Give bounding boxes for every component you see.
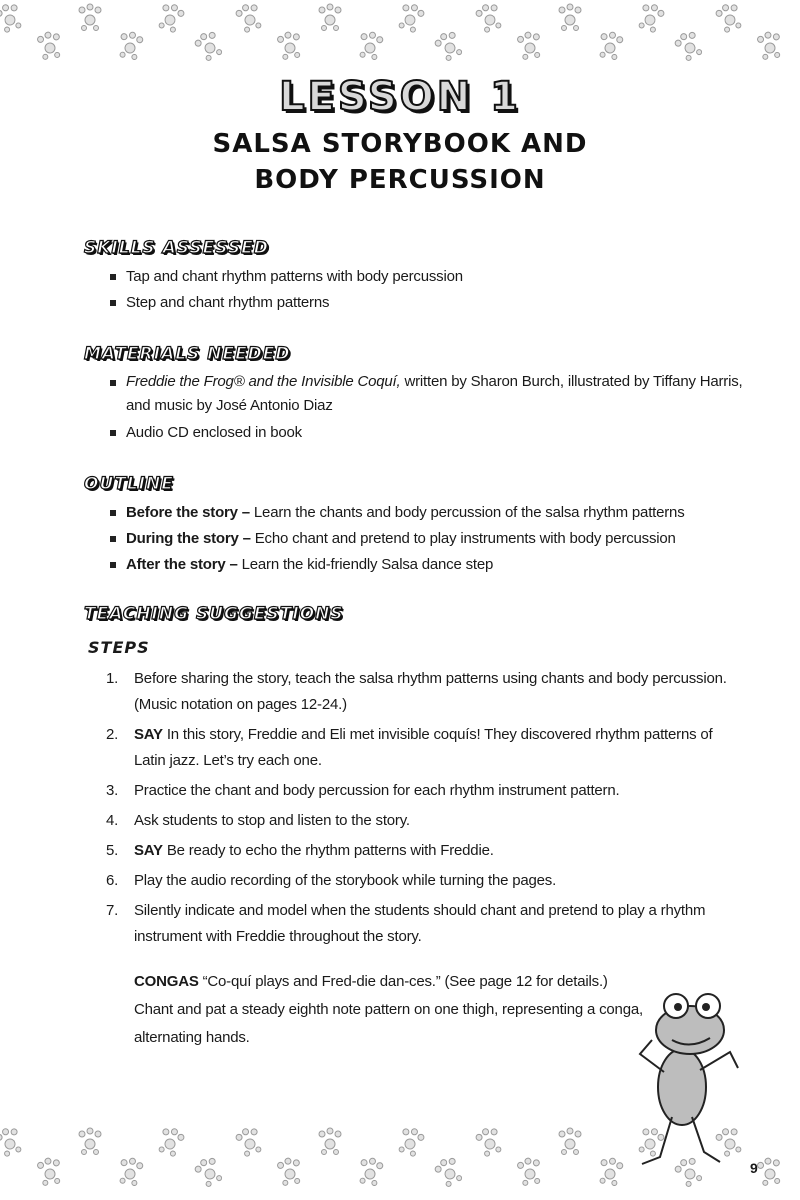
footprint-icon bbox=[156, 1125, 186, 1157]
footprint-icon bbox=[319, 1128, 341, 1155]
congas-quote: “Co-quí plays and Fred-die dan-ces.” (See page 12 for details.) bbox=[198, 973, 608, 990]
footprint-icon bbox=[234, 1, 264, 33]
step-number: 5. bbox=[106, 842, 119, 859]
footprint-icon bbox=[117, 30, 144, 60]
outline-label: After the story – bbox=[126, 556, 238, 573]
step-number: 7. bbox=[106, 902, 119, 919]
frog-icon bbox=[620, 992, 770, 1172]
footprint-icon bbox=[0, 1125, 24, 1157]
outline-label: Before the story – bbox=[126, 504, 250, 521]
footprint-icon bbox=[277, 30, 303, 60]
outline-label: During the story – bbox=[126, 530, 251, 547]
list-item: Tap and chant rhythm patterns with body percussion bbox=[108, 264, 748, 290]
footprint-icon bbox=[673, 29, 705, 63]
outline-heading: OUTLINE bbox=[84, 474, 174, 494]
teaching-heading: TEACHING SUGGESTIONS bbox=[84, 604, 344, 624]
outline-text: Echo chant and pretend to play instruments with body percussion bbox=[250, 530, 676, 547]
step-item bbox=[100, 722, 740, 774]
step-number: 6. bbox=[106, 872, 119, 889]
footprint-icon bbox=[0, 1, 24, 33]
footprint-icon bbox=[79, 4, 101, 31]
footprint-icon bbox=[757, 30, 783, 60]
materials-heading: MATERIALS NEEDED bbox=[84, 344, 291, 364]
footprint-icon bbox=[193, 29, 225, 63]
skills-heading: SKILLS ASSESSED bbox=[84, 238, 269, 258]
outline-text: Learn the kid-friendly Salsa dance step bbox=[237, 556, 494, 573]
step-item bbox=[100, 868, 740, 894]
skills-list bbox=[108, 264, 748, 316]
step-text: Be ready to echo the rhythm patterns with Freddie. bbox=[162, 842, 494, 859]
footprint-icon bbox=[193, 1155, 225, 1189]
footprint-icon bbox=[517, 30, 543, 60]
top-footprint-border bbox=[0, 0, 800, 70]
step-text: Ask students to stop and listen to the story. bbox=[134, 812, 410, 829]
outline-text: Learn the chants and body percussion of the salsa rhythm patterns bbox=[249, 504, 685, 521]
footprint-icon bbox=[559, 1128, 581, 1155]
footprint-icon bbox=[517, 1156, 543, 1186]
footprint-icon bbox=[559, 4, 581, 31]
list-item: Audio CD enclosed in book bbox=[108, 420, 748, 446]
step-text: Before sharing the story, teach the salsa rhythm patterns using chants and body percussion. (Music notation on pages 12-24.) bbox=[134, 670, 727, 713]
list-item bbox=[108, 370, 748, 418]
footprint-pattern-icon bbox=[0, 0, 800, 70]
frog-illustration bbox=[620, 992, 770, 1177]
footprint-icon bbox=[117, 1156, 144, 1186]
book-credits: written by Sharon Burch, illustrated by Tiffany Harris, and music by José Antonio Diaz bbox=[126, 373, 743, 414]
step-text: Practice the chant and body percussion for each rhythm instrument pattern. bbox=[134, 782, 620, 799]
congas-label: CONGAS bbox=[134, 973, 199, 990]
subtitle-line-1: SALSA STORYBOOK AND bbox=[212, 129, 588, 159]
footprint-icon bbox=[234, 1125, 264, 1157]
page-number: 9 bbox=[750, 1160, 758, 1176]
step-item bbox=[100, 778, 740, 804]
footprint-icon bbox=[433, 29, 465, 63]
step-number: 3. bbox=[106, 782, 119, 799]
congas-block bbox=[134, 968, 694, 1052]
footprint-icon bbox=[396, 1125, 426, 1157]
outline-list bbox=[108, 500, 748, 578]
footprint-icon bbox=[357, 1156, 384, 1186]
step-number: 1. bbox=[106, 670, 119, 687]
step-number: 4. bbox=[106, 812, 119, 829]
subtitle-line-2: BODY PERCUSSION bbox=[254, 165, 546, 195]
list-item bbox=[108, 500, 748, 526]
title-block bbox=[0, 72, 800, 198]
steps-list bbox=[100, 666, 740, 954]
step-text: In this story, Freddie and Eli met invisible coquís! They discovered rhythm patterns of Latin jazz. Let’s try each one. bbox=[134, 726, 713, 769]
steps-label: STEPS bbox=[88, 638, 150, 657]
congas-text: Chant and pat a steady eighth note pattern on one thigh, representing a conga, alternating hands. bbox=[134, 1001, 643, 1046]
footprint-icon bbox=[79, 1128, 101, 1155]
footprint-icon bbox=[597, 30, 624, 60]
footprint-icon bbox=[357, 30, 384, 60]
materials-list bbox=[108, 370, 748, 446]
footprint-icon bbox=[636, 1, 666, 33]
footprint-icon bbox=[714, 1, 744, 33]
footprint-icon bbox=[433, 1155, 465, 1189]
step-item bbox=[100, 838, 740, 864]
book-title: Freddie the Frog® and the Invisible Coquí, bbox=[126, 373, 401, 390]
footprint-icon bbox=[474, 1, 504, 33]
step-item bbox=[100, 808, 740, 834]
step-text: Silently indicate and model when the students should chant and pretend to play a rhythm instrument with Freddie throughout the story. bbox=[134, 902, 706, 945]
footprint-icon bbox=[37, 1156, 63, 1186]
footprint-icon bbox=[396, 1, 426, 33]
lesson-title: LESSON 1 bbox=[279, 74, 521, 120]
footprint-icon bbox=[156, 1, 186, 33]
footprint-icon bbox=[277, 1156, 303, 1186]
footprint-icon bbox=[319, 4, 341, 31]
say-label: SAY bbox=[134, 726, 163, 743]
list-item bbox=[108, 526, 748, 552]
step-item bbox=[100, 666, 740, 718]
list-item bbox=[108, 552, 748, 578]
step-text: Play the audio recording of the storybook while turning the pages. bbox=[134, 872, 557, 889]
step-item bbox=[100, 898, 740, 950]
step-number: 2. bbox=[106, 726, 119, 743]
footprint-icon bbox=[474, 1125, 504, 1157]
footprint-icon bbox=[37, 30, 63, 60]
list-item: Step and chant rhythm patterns bbox=[108, 290, 748, 316]
say-label: SAY bbox=[134, 842, 163, 859]
